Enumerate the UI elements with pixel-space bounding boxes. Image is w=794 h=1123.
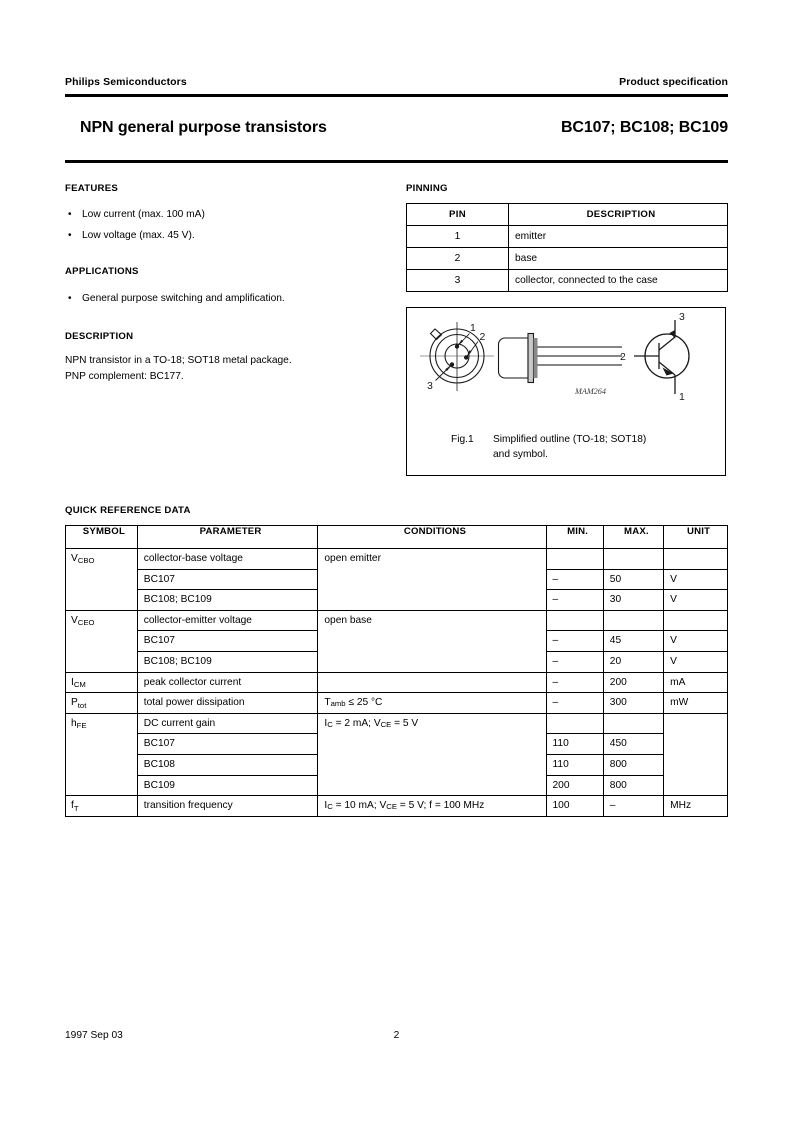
outline-pin-label-1: 1: [470, 322, 476, 334]
row-parameter: BC107: [137, 569, 318, 590]
row-max: [603, 610, 663, 631]
row-conditions: [318, 672, 546, 693]
column-header-min: MIN.: [546, 526, 603, 549]
symbol-pin-label-1: 1: [679, 391, 685, 403]
symbol-subscript: FE: [76, 721, 87, 731]
row-unit: mA: [664, 672, 728, 693]
pin-description: base: [509, 248, 728, 270]
description-line-2: PNP complement: BC177.: [65, 370, 184, 382]
row-parameter: BC108; BC109: [137, 651, 318, 672]
pin-description: collector, connected to the case: [509, 270, 728, 292]
row-min: 100: [546, 796, 603, 817]
row-unit: [664, 713, 728, 795]
symbol-subscript: CM: [73, 679, 86, 689]
row-max: 50: [603, 569, 663, 590]
column-header-max: MAX.: [603, 526, 663, 549]
figure-caption-line-1: Simplified outline (TO-18; SOT18): [493, 434, 647, 445]
table-row: [66, 549, 728, 570]
column-header-unit: UNIT: [664, 526, 728, 549]
row-symbol: [66, 693, 138, 714]
row-min: 110: [546, 734, 603, 755]
title-row: [80, 119, 728, 137]
row-unit: mW: [664, 693, 728, 714]
column-header-conditions: CONDITIONS: [318, 526, 546, 549]
row-conditions: open emitter: [318, 549, 546, 611]
pin-description: emitter: [509, 226, 728, 248]
row-parameter: peak collector current: [137, 672, 318, 693]
table-header-row: [66, 526, 728, 549]
row-parameter: BC109: [137, 775, 318, 796]
row-max: 800: [603, 775, 663, 796]
column-header-symbol: SYMBOL: [66, 526, 138, 549]
outline-pin-label-2: 2: [479, 331, 486, 343]
pinning-table: [406, 203, 728, 292]
footer-page-number: 2: [393, 1030, 400, 1041]
row-max: [603, 713, 663, 734]
figure-label: Fig.1: [451, 434, 474, 445]
pinning-heading: PINNING: [406, 183, 448, 194]
part-numbers: BC107; BC108; BC109: [560, 119, 728, 136]
header-rule-top: [65, 94, 728, 97]
row-parameter: collector-emitter voltage: [137, 610, 318, 631]
pin-number: 1: [407, 226, 509, 248]
list-item: [65, 225, 385, 246]
table-row: [66, 796, 728, 817]
table-row: [407, 248, 728, 270]
row-symbol: [66, 713, 138, 795]
row-min: –: [546, 569, 603, 590]
row-symbol: [66, 672, 138, 693]
symbol-base: f: [71, 800, 74, 812]
list-item: [65, 288, 385, 309]
table-header-row: [407, 204, 728, 226]
row-min: [546, 713, 603, 734]
table-row: [407, 270, 728, 292]
figure-caption-line-2: and symbol.: [493, 449, 548, 460]
symbol-base: I: [71, 676, 74, 688]
row-conditions: open base: [318, 610, 546, 672]
row-parameter: total power dissipation: [137, 693, 318, 714]
pin-number: 3: [407, 270, 509, 292]
symbol-pin-label-3: 3: [679, 311, 685, 323]
row-unit: MHz: [664, 796, 728, 817]
row-max: 30: [603, 590, 663, 611]
row-min: –: [546, 590, 603, 611]
column-header-description: DESCRIPTION: [509, 204, 728, 226]
symbol-subscript: tot: [77, 700, 87, 710]
row-unit: [664, 610, 728, 631]
symbol-pin-label-2: 2: [620, 351, 626, 363]
document-type: Product specification: [619, 76, 728, 88]
description-line-1: NPN transistor in a TO-18; SOT18 metal package.: [65, 355, 292, 366]
figure-1-box: [406, 307, 726, 476]
quick-reference-heading: QUICK REFERENCE DATA: [65, 505, 191, 516]
features-heading: FEATURES: [65, 183, 118, 194]
column-header-parameter: PARAMETER: [137, 526, 318, 549]
symbol-subscript: CBO: [77, 556, 95, 566]
row-conditions: $T_{amb} \le 25$ °C: [318, 693, 546, 714]
pin-number: 2: [407, 248, 509, 270]
symbol-base: V: [71, 553, 78, 564]
row-max: 45: [603, 631, 663, 652]
page-header: [65, 76, 728, 88]
row-parameter: BC107: [137, 631, 318, 652]
transistor-outline-and-symbol-diagram: [407, 308, 725, 428]
table-row: [407, 226, 728, 248]
application-text: General purpose switching and amplification.: [82, 293, 285, 304]
applications-heading: APPLICATIONS: [65, 266, 139, 277]
row-unit: V: [664, 631, 728, 652]
row-unit: V: [664, 590, 728, 611]
header-rule-bottom: [65, 160, 728, 163]
row-max: 20: [603, 651, 663, 672]
row-min: –: [546, 651, 603, 672]
row-parameter: collector-base voltage: [137, 549, 318, 570]
symbol-base: P: [71, 697, 78, 709]
row-parameter: BC108; BC109: [137, 590, 318, 611]
row-symbol: [66, 549, 138, 611]
applications-list: [65, 288, 385, 309]
table-row: [66, 713, 728, 734]
row-parameter: transition frequency: [137, 796, 318, 817]
symbol-base: V: [71, 614, 78, 626]
table-row: [66, 693, 728, 714]
figure-code-label: MAM264: [575, 387, 606, 396]
row-max: [603, 549, 663, 570]
row-min: 200: [546, 775, 603, 796]
row-max: 300: [603, 693, 663, 714]
feature-text: Low voltage (max. 45 V).: [82, 230, 195, 241]
row-parameter: BC108: [137, 754, 318, 775]
symbol-subscript: T: [73, 803, 79, 813]
table-row: [66, 610, 728, 631]
row-conditions: $I_C = 2$ mA; $V_{CE} = 5$ V: [318, 713, 546, 795]
quick-reference-data-table: [65, 525, 728, 817]
page-title: NPN general purpose transistors: [80, 119, 327, 136]
row-min: –: [546, 693, 603, 714]
figure-caption: [451, 432, 716, 462]
row-symbol: [66, 610, 138, 672]
row-conditions: $I_C = 10$ mA; $V_{CE} = 5$ V; f = 100 MHz: [318, 796, 546, 817]
footer-date: 1997 Sep 03: [65, 1030, 123, 1041]
row-symbol: [66, 796, 138, 817]
list-item: [65, 204, 385, 225]
row-min: [546, 549, 603, 570]
row-min: –: [546, 672, 603, 693]
row-min: –: [546, 631, 603, 652]
row-unit: [664, 549, 728, 570]
row-unit: V: [664, 569, 728, 590]
symbol-subscript: CEO: [77, 618, 95, 628]
symbol-base: h: [71, 717, 77, 729]
description-body: [65, 353, 395, 384]
outline-pin-label-3: 3: [427, 380, 433, 392]
row-unit: V: [664, 651, 728, 672]
table-row: [66, 672, 728, 693]
row-max: 450: [603, 734, 663, 755]
row-parameter: DC current gain: [137, 713, 318, 734]
row-min: 110: [546, 754, 603, 775]
row-parameter: BC107: [137, 734, 318, 755]
features-list: [65, 204, 385, 246]
company-name: Philips Semiconductors: [65, 76, 187, 88]
column-header-pin: PIN: [407, 204, 509, 226]
row-max: –: [603, 796, 663, 817]
feature-text: Low current (max. 100 mA): [82, 209, 205, 220]
row-max: 800: [603, 754, 663, 775]
description-heading: DESCRIPTION: [65, 331, 134, 342]
row-max: 200: [603, 672, 663, 693]
row-min: [546, 610, 603, 631]
